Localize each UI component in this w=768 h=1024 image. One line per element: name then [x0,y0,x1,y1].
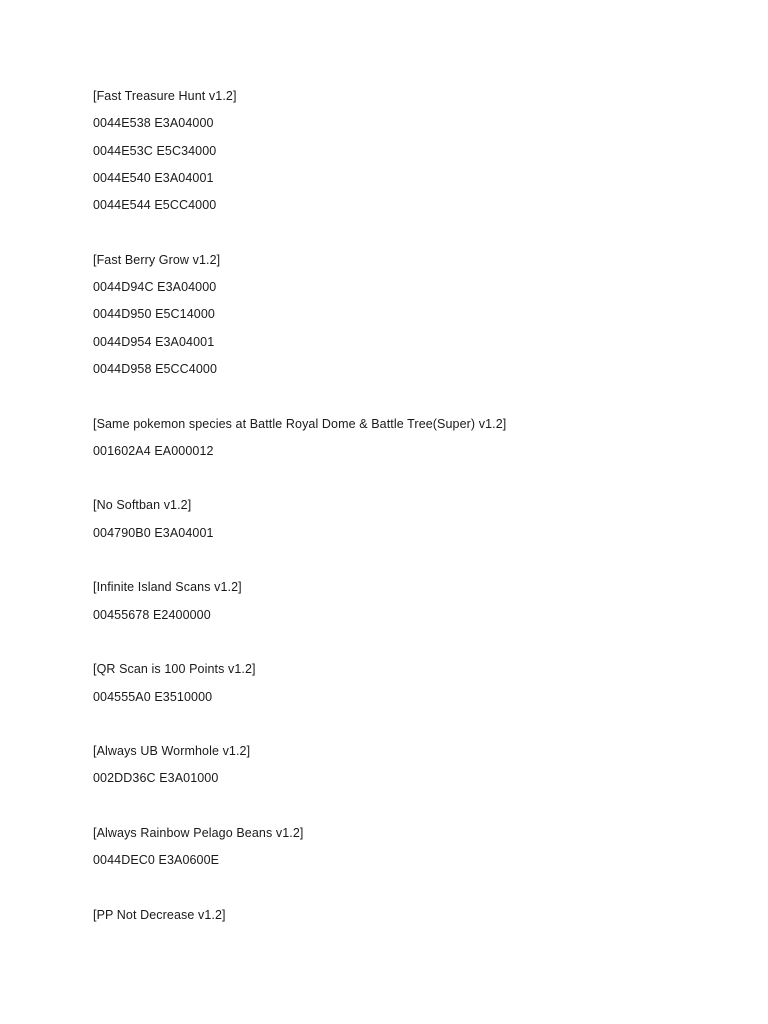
section-spacer [93,386,733,413]
cheat-title: [QR Scan is 100 Points v1.2] [93,662,256,677]
section-spacer [93,796,733,823]
cheat-section-infinite-island-scans [93,577,733,632]
cheat-title: [Fast Berry Grow v1.2] [93,252,221,267]
cheat-code-line: 0044E53C E5C34000 [93,143,217,158]
cheat-code-line: 0044E540 E3A04001 [93,170,214,185]
cheat-code-line: 0044D958 E5CC4000 [93,361,218,376]
cheat-title: [Infinite Island Scans v1.2] [93,580,242,595]
cheat-section-always-rainbow-pelago-beans [93,823,733,878]
cheat-code-line: 0044DEC0 E3A0600E [93,853,220,868]
cheat-section-no-softban [93,495,733,550]
cheat-code-line: 0044E538 E3A04000 [93,116,214,131]
section-spacer [93,714,733,741]
cheat-section-fast-treasure-hunt [93,86,733,222]
cheat-section-qr-scan-100-points [93,659,733,714]
document-body [93,86,733,932]
cheat-code-line: 0044D94C E3A04000 [93,280,217,295]
section-spacer [93,222,733,249]
cheat-title: [Always UB Wormhole v1.2] [93,744,251,759]
cheat-title: [Same pokemon species at Battle Royal Dome & Battle Tree(Super) v1.2] [93,416,507,431]
cheat-title: [Always Rainbow Pelago Beans v1.2] [93,826,304,841]
cheat-title: [PP Not Decrease v1.2] [93,907,226,922]
cheat-code-line: 0044E544 E5CC4000 [93,198,217,213]
cheat-section-same-pokemon-species [93,414,733,469]
cheat-code-line: 001602A4 EA000012 [93,443,214,458]
section-spacer [93,550,733,577]
cheat-code-line: 0044D950 E5C14000 [93,307,215,322]
section-spacer [93,468,733,495]
cheat-code-line: 004555A0 E3510000 [93,689,213,704]
cheat-code-line: 0044D954 E3A04001 [93,334,215,349]
cheat-title: [Fast Treasure Hunt v1.2] [93,89,237,103]
cheat-section-always-ub-wormhole [93,741,733,796]
section-spacer [93,878,733,905]
cheat-title: [No Softban v1.2] [93,498,192,513]
section-spacer [93,632,733,659]
cheat-code-line: 004790B0 E3A04001 [93,525,214,540]
cheat-section-fast-berry-grow [93,250,733,386]
cheat-code-line: 002DD36C E3A01000 [93,771,219,786]
cheat-code-line: 00455678 E2400000 [93,607,211,622]
cheat-section-pp-not-decrease [93,905,733,932]
